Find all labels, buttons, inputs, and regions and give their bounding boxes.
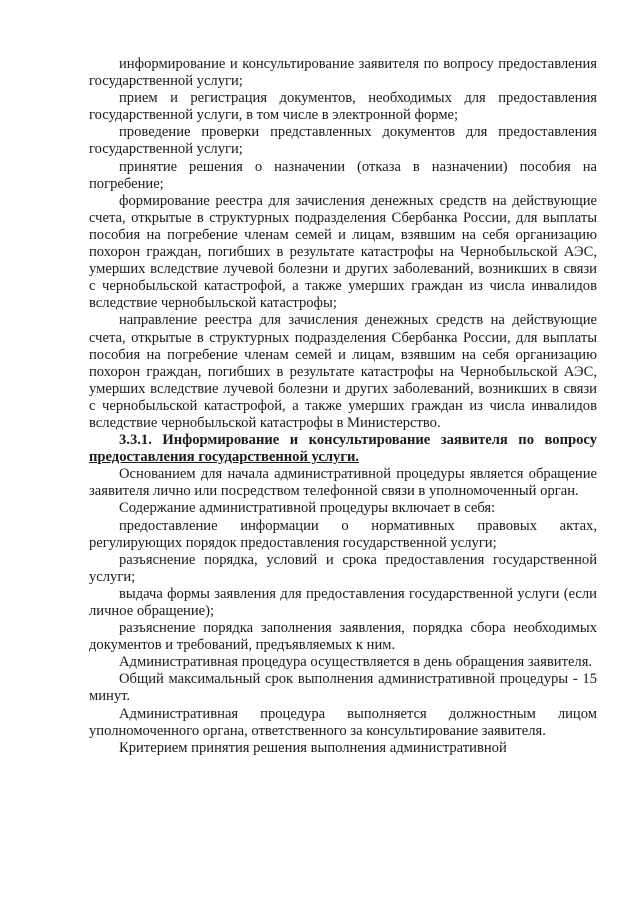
paragraph: Критерием принятия решения выполнения административной — [119, 739, 507, 756]
paragraph: выдача формы заявления для предоставления государственной услуги (если личное обращение); — [89, 585, 597, 619]
paragraph: направление реестра для зачисления денежных средств на действующие счета, открытые в структурных подразделения Сбербанка России, для выплаты пособия на погребение членам семей и лицам, взявшим на себя организацию похорон граждан, погибших в результате катастрофы на Чернобыльской АЭС, умерших вследствие лучевой болезни и других заболеваний, возникших в связи с чернобыльской катастрофой, а также умерших граждан из числа инвалидов вследствие чернобыльской катастрофы в Министерство. — [89, 312, 597, 431]
paragraph: прием и регистрация документов, необходимых для предоставления государственной услуги, в том числе в электронной форме; — [89, 90, 597, 124]
paragraph: информирование и консультирование заявителя по вопросу предоставления государственной услуги; — [89, 56, 597, 90]
paragraph: предоставление информации о нормативных правовых актах, регулирующих порядок предоставления государственной услуги; — [89, 517, 597, 551]
paragraph: Основанием для начала административной процедуры является обращение заявителя лично или посредством телефонной связи в уполномоченный орган. — [89, 466, 597, 500]
paragraph: Общий максимальный срок выполнения административной процедуры - 15 минут. — [89, 671, 597, 705]
paragraph: принятие решения о назначении (отказа в назначении) пособия на погребение; — [89, 158, 597, 192]
paragraph: Административная процедура осуществляется в день обращения заявителя. — [119, 654, 593, 671]
section-heading — [89, 432, 597, 466]
paragraph: Административная процедура выполняется должностным лицом уполномоченного органа, ответственного за консультирование заявителя. — [89, 705, 597, 739]
paragraph: формирование реестра для зачисления денежных средств на действующие счета, открытые в структурных подразделения Сбербанка России, для выплаты пособия на погребение членам семей и лицам, взявшим на себя организацию похорон граждан, погибших в результате катастрофы на Чернобыльской АЭС, умерших вследствие лучевой болезни и других заболеваний, возникших в связи с чернобыльской катастрофой, а также умерших граждан из числа инвалидов вследствие чернобыльской катастрофы; — [89, 192, 597, 312]
section-title: Информирование и консультирование заявителя по вопросу — [162, 432, 597, 449]
paragraph: проведение проверки представленных документов для предоставления государственной услуги; — [89, 124, 597, 158]
section-title-underlined: предоставления государственной услуги. — [89, 449, 360, 466]
paragraph: разъяснение порядка, условий и срока предоставления государственной услуги; — [89, 551, 597, 585]
section-number: 3.3.1. — [119, 432, 152, 449]
document-body — [89, 56, 597, 757]
paragraph: Содержание административной процедуры включает в себя: — [119, 500, 496, 517]
paragraph: разъяснение порядка заполнения заявления, порядка сбора необходимых документов и требований, предъявляемых к ним. — [89, 620, 597, 654]
